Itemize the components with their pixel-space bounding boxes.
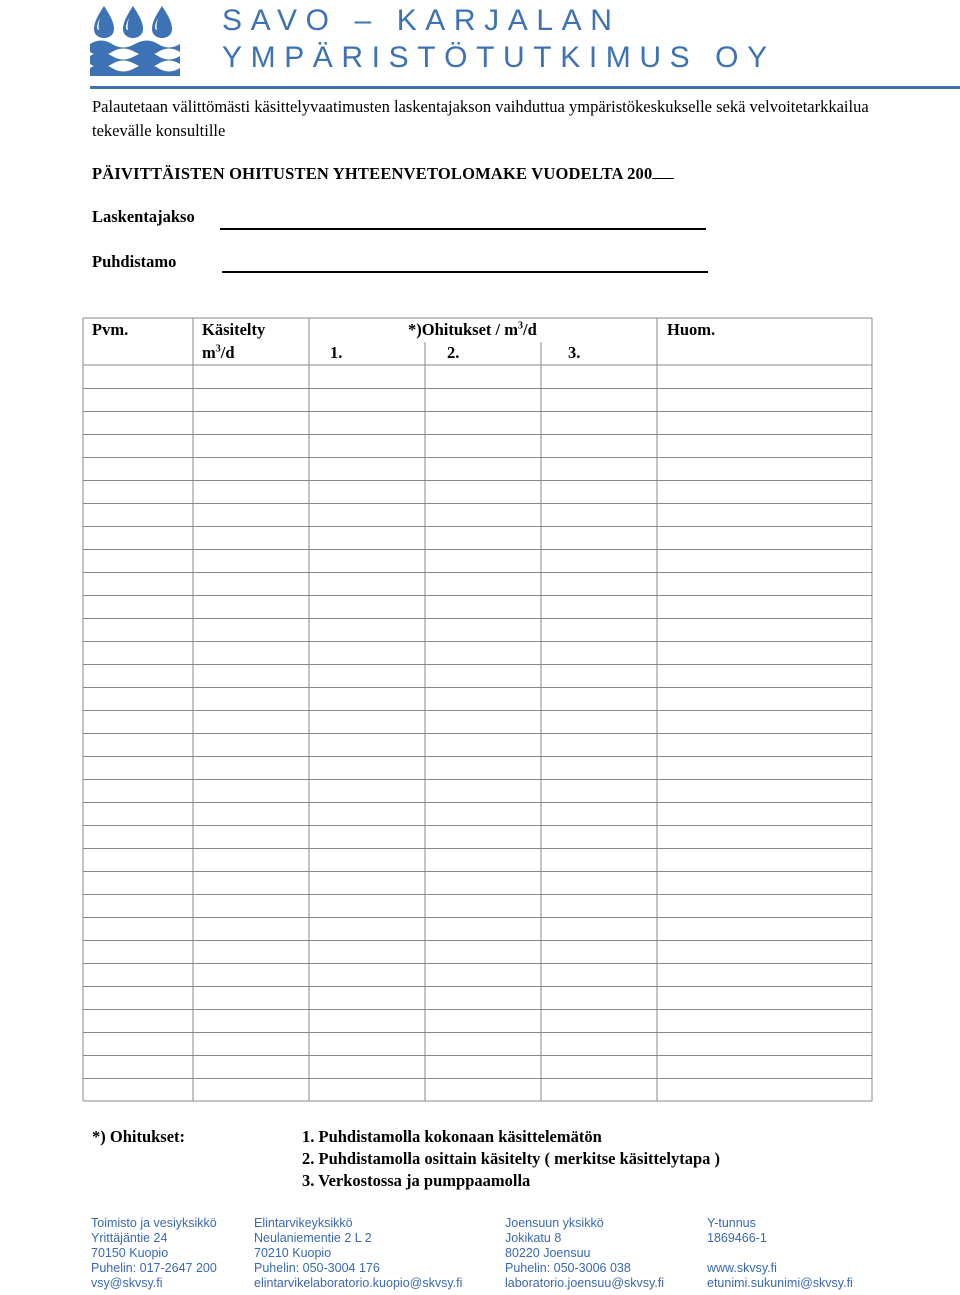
- plant-label: Puhdistamo: [92, 252, 177, 271]
- footer-text: 70150 Kuopio: [91, 1246, 169, 1260]
- col-treated-header: Käsitelty: [202, 320, 266, 339]
- col-treated-unit-sup: 3: [215, 343, 221, 355]
- footer-email-link[interactable]: vsy@skvsy.fi: [91, 1276, 163, 1290]
- footnote-label: *) Ohitukset:: [92, 1127, 186, 1146]
- footer-text: Puhelin: 050-3006 038: [505, 1261, 631, 1275]
- col-bypass-1: 1.: [330, 343, 343, 362]
- form-title-text: PÄIVITTÄISTEN OHITUSTEN YHTEENVETOLOMAKE VUODELTA 200: [92, 164, 653, 183]
- col-bypass-2: 2.: [447, 343, 460, 362]
- footer-text: 1869466-1: [707, 1231, 767, 1245]
- footer-text: Elintarvikeyksikkö: [254, 1216, 353, 1230]
- footer-text: [707, 1246, 853, 1261]
- col-treated-unit: [202, 343, 235, 363]
- col-bypass-header-tail: /d: [523, 320, 537, 339]
- col-bypass-3: 3.: [568, 343, 581, 362]
- col-notes-header: Huom.: [667, 320, 716, 339]
- footer-text: Yrittäjäntie 24: [91, 1231, 168, 1245]
- intro-text: Palautetaan välittömästi käsittelyvaatimusten laskentajakson vaihduttua ympäristökeskukselle sekä velvoitetarkkailua tekevälle konsultille: [92, 97, 869, 140]
- company-name-line1: SAVO – KARJALAN: [222, 4, 621, 37]
- col-treated-unit-tail: /d: [220, 343, 235, 362]
- footnote-item-2: 2. Puhdistamolla osittain käsitelty ( merkitse käsittelytapa ): [302, 1149, 720, 1168]
- col-bypass-header: [408, 320, 537, 340]
- footer-text: Jokikatu 8: [505, 1231, 562, 1245]
- footer-text: 70210 Kuopio: [254, 1246, 332, 1260]
- footer-text: Joensuun yksikkö: [505, 1216, 604, 1230]
- col-date-header: Pvm.: [92, 320, 129, 339]
- col-treated-unit-base: m: [202, 343, 216, 362]
- footer-text: Y-tunnus: [707, 1216, 756, 1230]
- footer-food-unit: [254, 1216, 462, 1291]
- col-bypass-header-base: *)Ohitukset / m: [408, 320, 519, 339]
- footer-text: Neulaniementie 2 L 2: [254, 1231, 372, 1245]
- footer-email-link[interactable]: laboratorio.joensuu@skvsy.fi: [505, 1276, 665, 1290]
- footer-text: Puhelin: 017-2647 200: [91, 1261, 217, 1275]
- footer-email-link[interactable]: elintarvikelaboratorio.kuopio@skvsy.fi: [254, 1276, 463, 1290]
- footnote-item-3: 3. Verkostossa ja pumppaamolla: [302, 1171, 531, 1190]
- footer-office: [91, 1216, 217, 1291]
- company-name-line2: YMPÄRISTÖTUTKIMUS OY: [222, 41, 776, 74]
- footer-text: Puhelin: 050-3004 176: [254, 1261, 380, 1275]
- footer-text: Toimisto ja vesiyksikkö: [91, 1216, 217, 1230]
- col-bypass-header-sup: 3: [518, 320, 524, 332]
- footer-business-id: [707, 1216, 853, 1291]
- footer-joensuu-unit: [505, 1216, 664, 1291]
- footer-website-link[interactable]: www.skvsy.fi: [707, 1261, 777, 1275]
- footnote-item-1: 1. Puhdistamolla kokonaan käsittelemätön: [302, 1127, 602, 1146]
- footer-email-link[interactable]: etunimi.sukunimi@skvsy.fi: [707, 1276, 853, 1290]
- period-label: Laskentajakso: [92, 207, 195, 226]
- footer-text: 80220 Joensuu: [505, 1246, 591, 1260]
